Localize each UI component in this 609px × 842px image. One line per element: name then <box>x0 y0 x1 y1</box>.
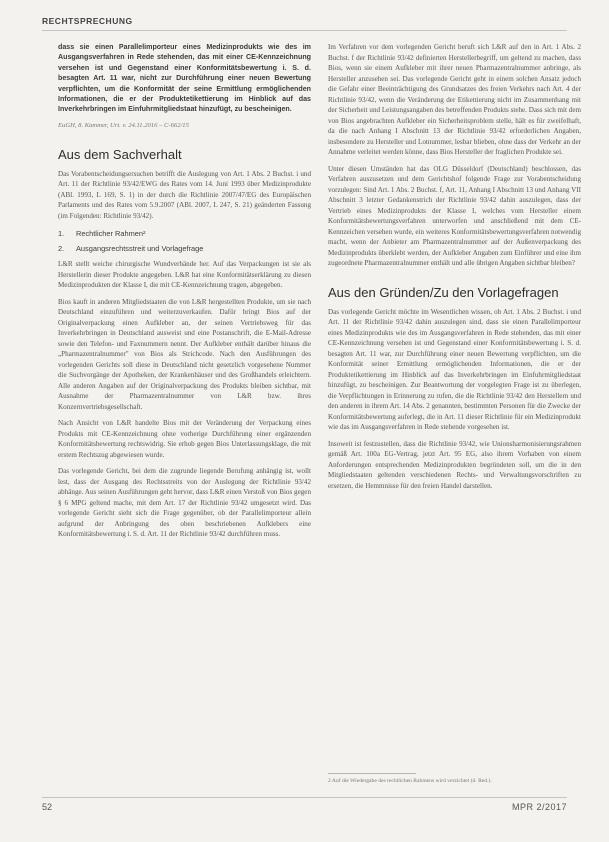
sub-heading-number: 1. <box>58 229 65 239</box>
lead-paragraph: dass sie einen Parallelimporteur eines Medizinprodukts wie des im Ausgangsverfahren in Rede stehenden, das mit einer CE-Kennzeichnung versehen ist und Gegenstand einer Konformitätsbewertung i. S. d. besagten Art. 11 war, nicht zur Durchführung einer neuen Bewertung verpflichten, um die Konformität der seine Ermittlung ermöglichenden Informationen, die er der Produktetikettierung im Hinblick auf das Inverkehrbringen im Einfuhrmitgliedstaat hinzufügt, zu bescheinigen. <box>58 43 311 114</box>
body-paragraph: Insoweit ist festzustellen, dass die Richtlinie 93/42, wie Unionsharmonisierungsrahmen gemäß Art. 100a EG-Vertrag, jetzt Art. 95 EG, also ihrem Vorhaben von einem Anforderungen entsprechenden Medizinprodukten begründeten soll, um die in den Mitgliedstaaten geltenden verschiedenen Rechts- und Verwaltungsvorschriften zu ersetzen, die Hemmnisse für den freien Handel darstellen. <box>328 439 581 490</box>
body-paragraph: Im Verfahren vor dem vorlegenden Gericht beruft sich L&R auf den in Art. 1 Abs. 2 Buchst. f der Richtlinie 93/42 definierten Herstellerbegriff, um geltend zu machen, dass Bios, wenn sie einem Aufkleber mit ihrer neuen Pharmazentralnummer anbringe, als Hersteller anzusehen sei. Das vorlegende Gericht geht in einem solchen Ansatz jedoch die Gefahr einer Beeinträchtigung des Grundsatzes des freien Verkehrs nach Art. 4 der Richtlinie 93/42, wenn die Veränderung der Etikettierung nicht im Zusammenhang mit der Sicherheit und Leistungsangaben des betreffenden Produkts stehe. Dass sich mit dem von Bios angebrachten Aufkleber ein Sicherheitsproblem stelle, hält es für zweifelhaft, da die nach Anhang I Abschnitt 13 der Richtlinie 93/42 erforderlichen Angaben, insbesondere zu Hersteller und Lotnummer, lesbar blieben, ohne dass der Verkehr an der Annahme verleitet werden könne, dass Bios Hersteller der fraglichen Produkte sei. <box>328 43 581 156</box>
footer-rule <box>42 797 567 798</box>
heading-gruende: Aus den Gründen/Zu den Vorlagefragen <box>328 284 559 300</box>
sub-heading-number: 2. <box>58 244 65 254</box>
left-column <box>58 42 311 546</box>
header-rule <box>42 30 567 31</box>
sub-heading-label: Ausgangsrechtsstreit und Vorlagefrage <box>76 244 204 254</box>
heading-sachverhalt: Aus dem Sachverhalt <box>58 146 182 162</box>
footnote-rule <box>328 773 416 774</box>
right-column <box>328 42 581 497</box>
sub-heading-label: Rechtlicher Rahmen² <box>76 229 146 239</box>
journal-issue: MPR 2/2017 <box>511 802 567 812</box>
body-paragraph: Nach Ansicht von L&R handelte Bios mit der Veränderung der Verpackung eines Produkts mit CE-Kennzeichnung ohne vorherige Durchführung einer ergänzenden Konformitätsbewertung rechtswidrig. Sie erhob gegen Bios Unterlassungsklage, die mit erstem Rechtszug abgewiesen wurde. <box>58 419 311 459</box>
body-paragraph: Unter diesen Umständen hat das OLG Düsseldorf (Deutschland) beschlossen, das Verfahren auszusetzen und dem Gerichtshof folgende Frage zur Vorabentscheidung vorzulegen: Sind Art. 1 Abs. 2 Buchst. f, Art. 11, Anhang I Abschnitt 13 und Anhang VII Abschnitt 3 letzter Gedankenstrich der Richtlinie 93/42 dahin auszulegen, dass der Vertrieb eines Medizinprodukts der Klasse I, welches vom Hersteller einem Konformitätsbewertungsverfahren unterworfen und anschließend mit dem CE-Kennzeichen versehen wurde, ein weiteres Konformitätsbewertungsverfahren notwendig macht, wenn der Anbieter am Pharmazentralnummer auf der Außenverpackung des Medizinprodukts überklebt werden, der Aufkleber Angaben zum Einführer und eine ihm zugeordnete Pharmazentralnummer enthält und alle übrigen Angaben sichtbar bleiben? <box>328 164 581 267</box>
body-paragraph: L&R stellt weiche chirurgische Wundverbände her. Auf das Verpackungen ist sie als Herstellerin dieser Produkte angegeben. L&R hat eine Konformitätserklärung zu diesen Medizinprodukten der Klasse I, die mit CE-Kennzeichnung tragen, abgegeben. <box>58 260 311 290</box>
body-paragraph: Das vorlegende Gericht möchte im Wesentlichen wissen, ob Art. 1 Abs. 2 Buchst. i und Art. 11 der Richtlinie 93/42 dahin auszulegen sind, dass sie einen Parallelimporteur eines Medizinprodukts wie des im Ausgangsverfahren in Rede stehenden, das mit einer CE-Kennzeichnung versehen ist und Gegenstand einer Konformitätsbewertung i. S. d. besagten Art. 11 war, zur Durchführung einer neuen Bewertung verpflichten, um die Konformität seiner Ermittlung ermöglichenden Informationen, die er der Produktetikettierung im Hinblick auf das Inverkehrbringen im Einfuhrmitgliedstaat hinzufügt, zu bescheinigen. Zur Beantwortung der vorgelegten Frage ist zu überlegen, die Verpflichtungen in Erinnerung zu rufen, die die Richtlinie 93/42 den Herstellern und den anderen in ihrem Art. 14 Abs. 2 genannten, bestimmten Personen für die Zwecke der Konformitätsbewertung auferlegt, die in Art. 11 dieser Richtlinie für ein Medizinprodukt wie das im Ausgangsverfahren in Rede stehende vorgesehen ist. <box>328 307 581 431</box>
sub-heading-ausgangsrechtsstreit <box>58 244 311 253</box>
body-paragraph: Bios kauft in anderen Mitgliedstaaten die von L&R hergestellten Produkte, um sie nach Deutschland einzuführen und weiterzuverkaufen. Dafür bringt Bios auf der Originalverpackung einen Aufkleber an, der seinen Vertriebsweg für das Inverkehrbringen in Deutschland ausweist und eine Postanschrift, die E-Mail-Adresse sowie den Telefon- und Faxnummern nennt. Der Aufkleber enthält darüber hinaus die „Pharmazentralnummer" von Bios als Strichcode. Nach den Ausführungen des vorlegenden Gerichts soll diese in Deutschland nicht gesetzlich vorgesehene Nummer die Suchvorgänge der Apotheken, der Krankenhäuser und des Großhandels erleichtern. Alle anderen Angaben auf der Originalverpackung des Produkts bleiben sichtbar, mit Ausnahme der Pharmazentralnummer von L&R bzw. ihres Konzernvertriebsgesellschaft. <box>58 297 311 411</box>
sub-heading-rechtlicher-rahmen <box>58 229 311 238</box>
footnote: 2 Auf die Wiedergabe des rechtlichen Rahmens wird verzichtet (d. Red.). <box>328 778 492 784</box>
body-paragraph: Das Vorabentscheidungsersuchen betrifft die Auslegung von Art. 1 Abs. 2 Buchst. i und Art. 11 der Richtlinie 93/42/EWG des Rates vom 14. Juni 1993 über Medizinprodukte (ABl. 1993, L 169, S. 1) in der durch die Richtlinie 2007/47/EG des Europäischen Parlaments und des Rates vom 5.9.2007 (ABl. 2007, L 247, S. 21) geänderten Fassung (im Folgenden: Richtlinie 93/42). <box>58 169 311 220</box>
body-paragraph: Das vorlegende Gericht, bei dem die zugrunde liegende Berufung anhängig ist, wollt lest, dass der Ausgang des Rechtsstreits von der Auslegung der Richtlinie 93/42 abhänge. Aus seinen Ausführungen geht hervor, dass L&R einen Verstoß von Bios gegen § 6 MPG geltend mache, mit dem Art. 17 der Richtlinie 93/42 umgesetzt wird. Das vorlegende Gericht sieht sich die Frage gegenüber, ob der Parallelimporteur allein aufgrund der Anbringung des oben beschriebenen Aufklebers eine Konformitätsbewertung i. S. d. Art. 11 der Richtlinie 93/42 durchführen muss. <box>58 467 311 539</box>
case-citation: EuGH, 8. Kammer, Urt. v. 24.11.2016 – C-662/15 <box>58 121 189 129</box>
section-label: RECHTSPRECHUNG <box>42 16 133 26</box>
page-number: 52 <box>42 802 53 812</box>
